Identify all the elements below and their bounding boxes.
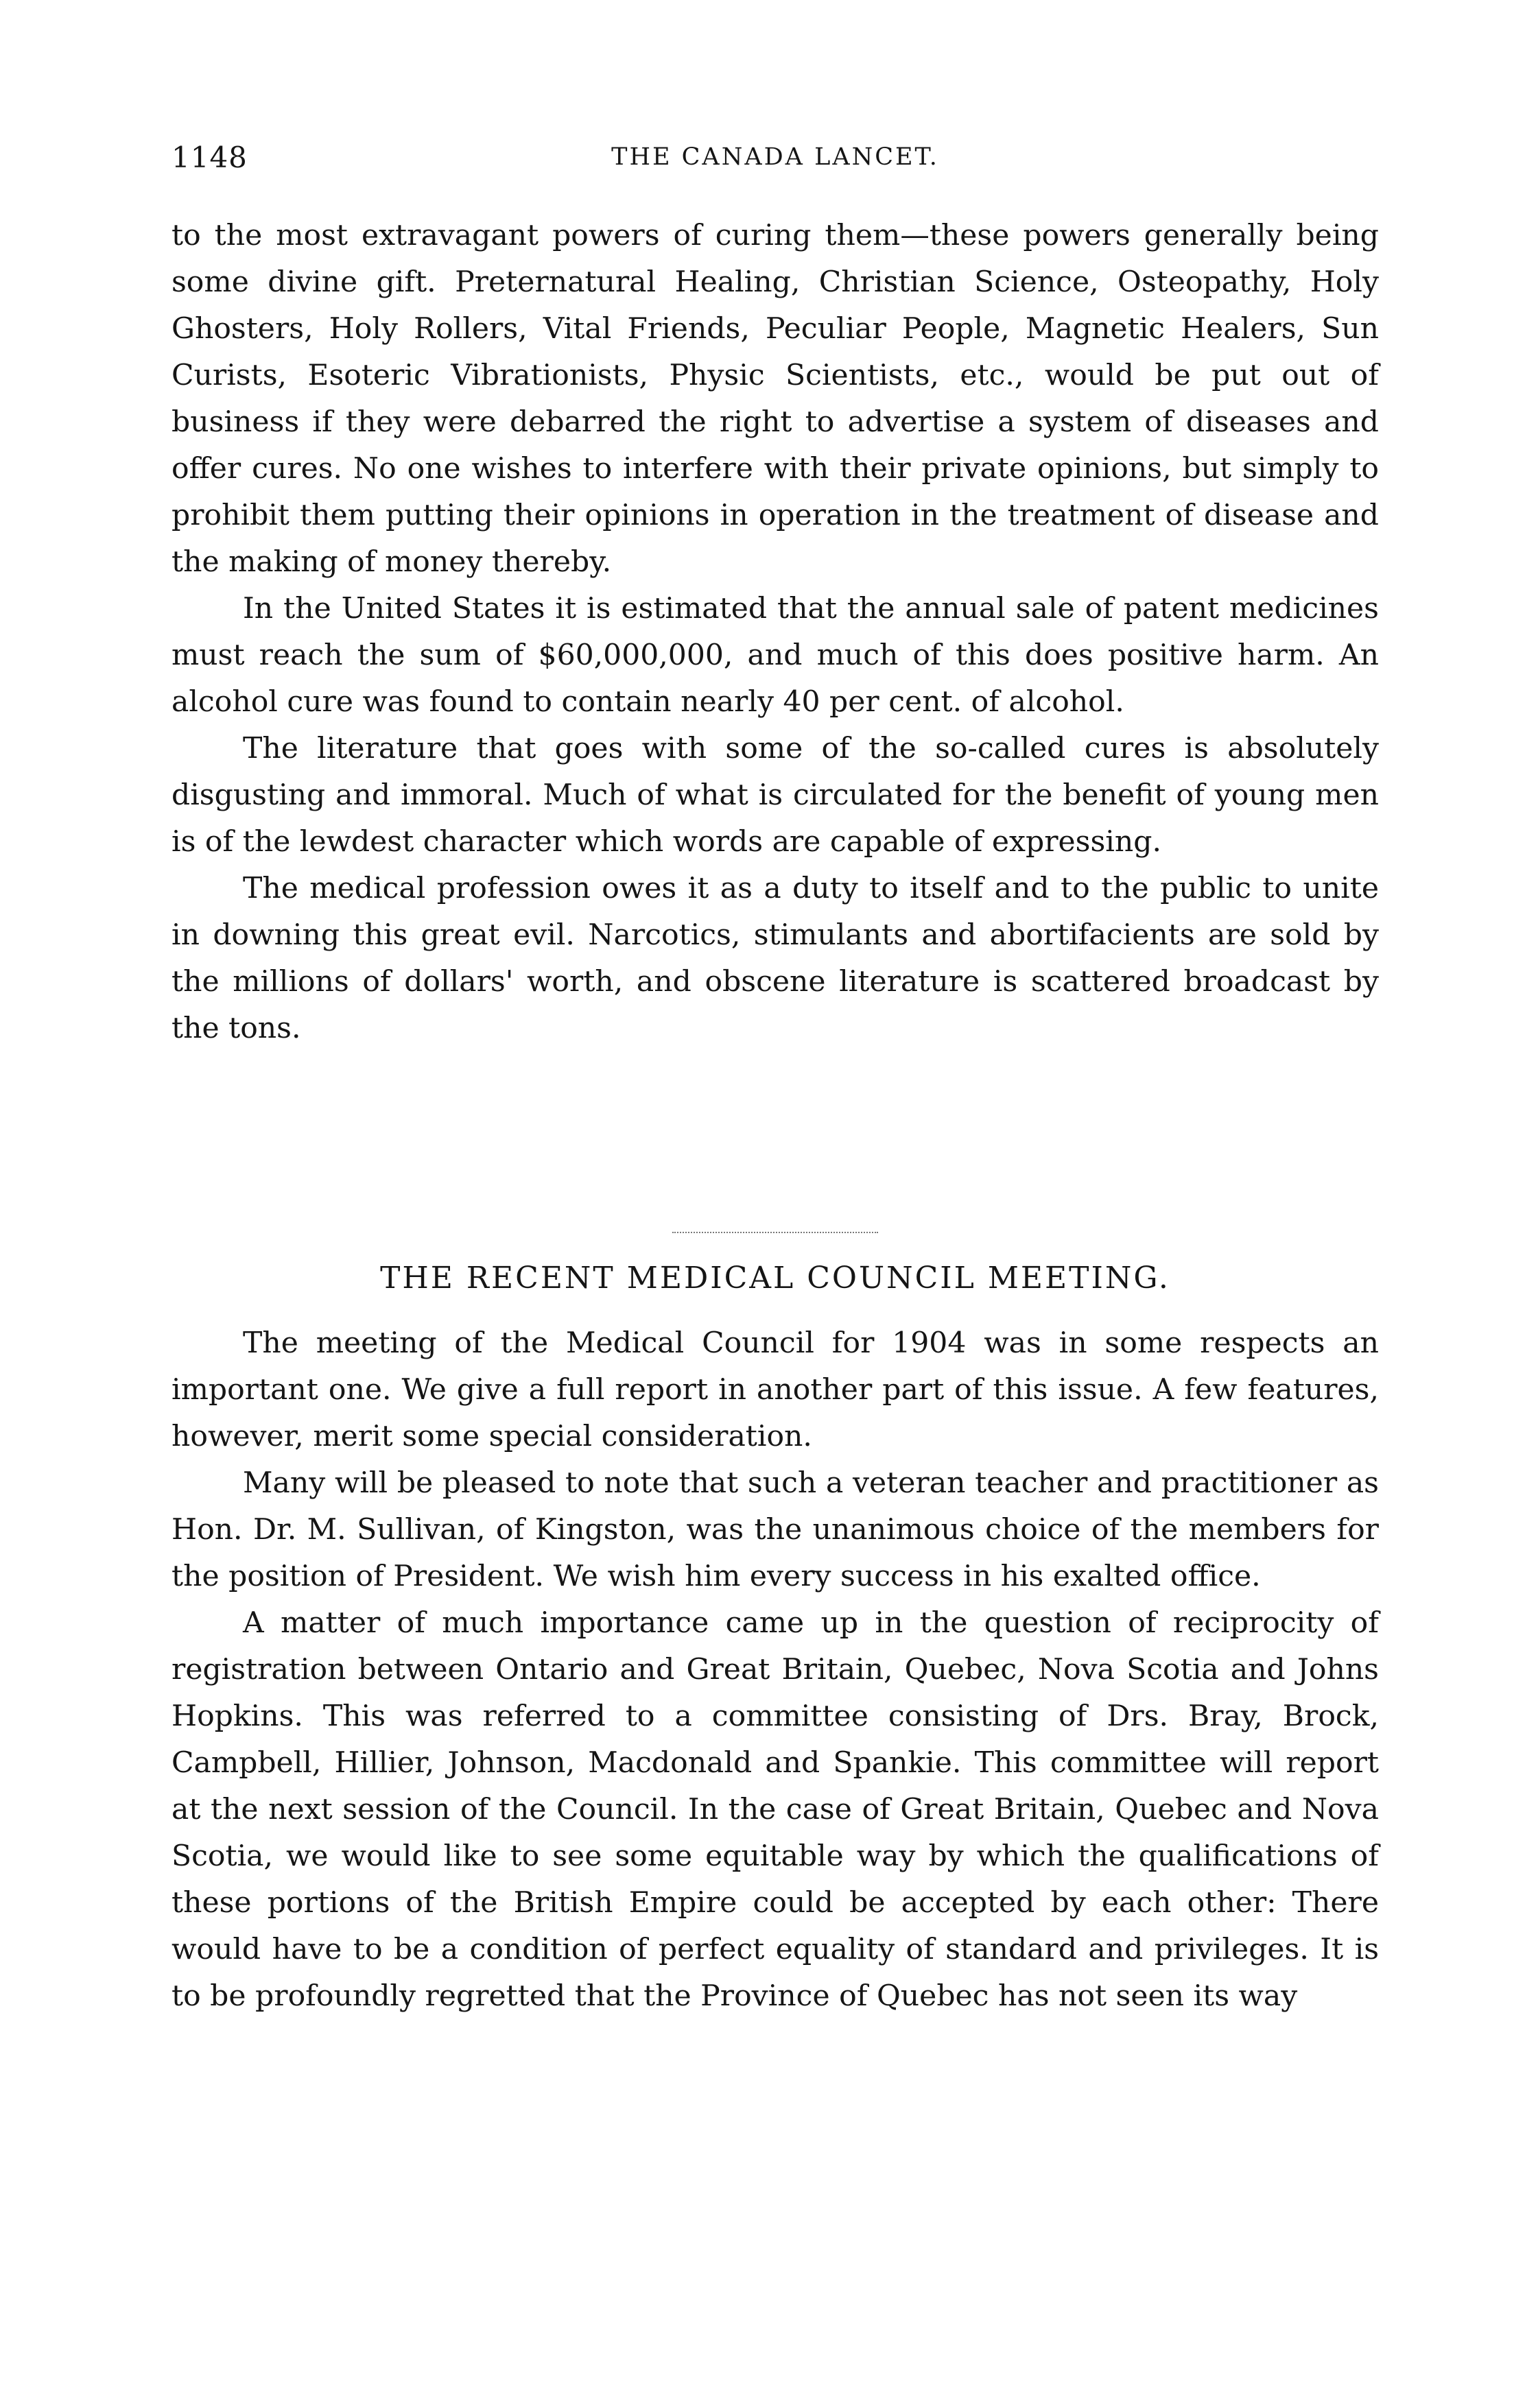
page-header bbox=[171, 141, 1379, 182]
article-body bbox=[171, 213, 1379, 1052]
paragraph-reciprocity: A matter of much importance came up in the question of reciprocity of registration between Ontario and Great Britain, Quebec, Nova Scotia and Johns Hopkins. This was referred to a committee consisting of Drs. Bray, Brock, Campbell, Hillier, Johnson, Macdonald and Spankie. This committee will report at the next session of the Council. In the case of Great Britain, Quebec and Nova Scotia, we would like to see some equitable way by which the qualifications of these portions of the British Empire could be accepted by each other: There would have to be a condition of perfect equality of standard and privileges. It is to be profoundly regretted that the Province of Quebec has not seen its way bbox=[171, 1606, 1379, 2013]
paragraph-medical-profession: The medical profession owes it as a duty to itself and to the public to unite in downing this great evil. Narcotics, stimulants and abortifacients are sold by the millions of dollars' worth, and obscene literature is scattered broadcast by the tons. bbox=[171, 872, 1379, 1045]
paragraph-patent-medicines: In the United States it is estimated that the annual sale of patent medicines must reach the sum of $60,000,000, and much of this does positive harm. An alcohol cure was found to contain nearly 40 per cent. of alcohol. bbox=[171, 592, 1379, 719]
paragraph-continued: to the most extravagant powers of curing them—these powers generally being some divine gift. Preternatural Healing, Christian Science, Osteopathy, Holy Ghosters, Holy Rollers, Vital Friends, Peculiar People, Magnetic Healers, Sun Curists, Esoteric Vibrationists, Physic Scientists, etc., would be put out of business if they were debarred the right to advertise a system of diseases and offer cures. No one wishes to interfere with their private opinions, but simply to prohibit them putting their opinions in operation in the treatment of disease and the making of money thereby. bbox=[171, 219, 1379, 579]
paragraph-meeting: The meeting of the Medical Council for 1904 was in some respects an important one. We give a full report in another part of this issue. A few features, however, merit some special consideration. bbox=[171, 1326, 1379, 1453]
paragraph-literature: The literature that goes with some of the so-called cures is absolutely disgusting and immoral. Much of what is circulated for the benefit of young men is of the lewdest character which words are capable of expressing. bbox=[171, 732, 1379, 859]
document-page bbox=[171, 0, 1379, 2408]
page-number: 1148 bbox=[171, 141, 248, 174]
section-heading: THE RECENT MEDICAL COUNCIL MEETING. bbox=[380, 1261, 1170, 1296]
section-divider bbox=[672, 1232, 878, 1233]
running-title: THE CANADA LANCET. bbox=[611, 143, 939, 171]
paragraph-president: Many will be pleased to note that such a veteran teacher and practitioner as Hon. Dr. M. Sullivan, of Kingston, was the unanimous choice of the members for the position of President. We wish him every success in his exalted office. bbox=[171, 1466, 1379, 1593]
section-body bbox=[171, 1320, 1379, 2020]
